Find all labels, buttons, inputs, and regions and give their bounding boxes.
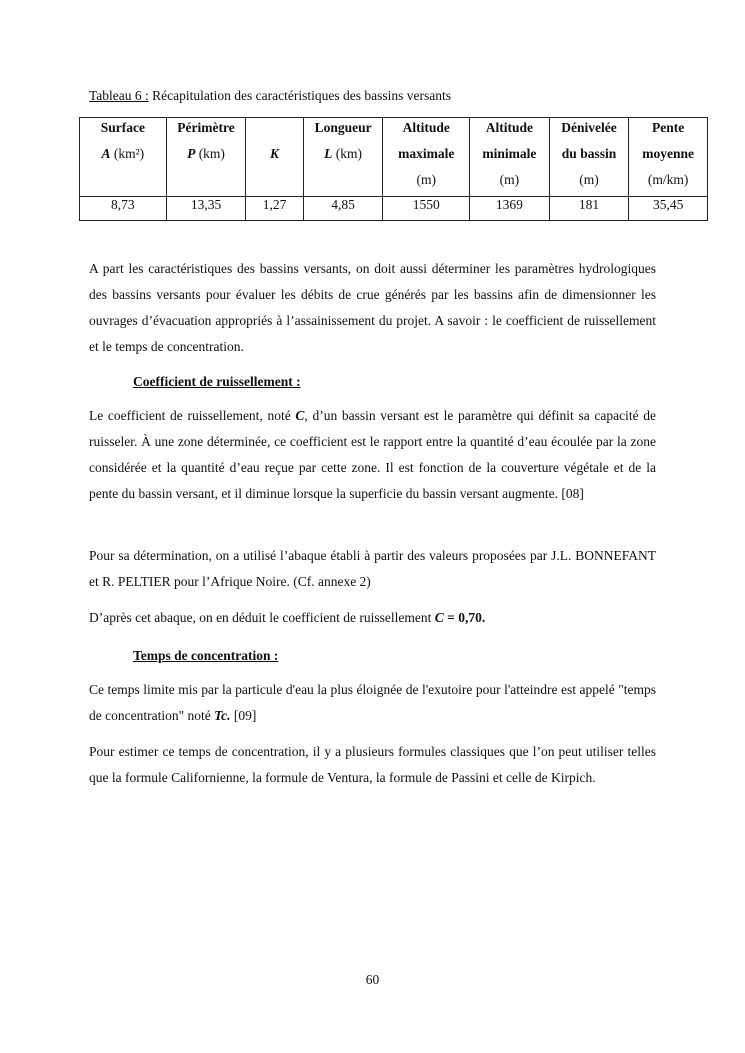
table-caption-label: Tableau 6 : xyxy=(89,88,149,103)
header-surface xyxy=(80,118,167,197)
p2-symbol: C xyxy=(295,408,305,423)
header-perimeter xyxy=(166,118,246,197)
cell-alt-min: 1369 xyxy=(470,197,550,221)
paragraph-formulas: Pour estimer ce temps de concentration, il y a plusieurs formules classiques que l’on peut utiliser telles que la formule Californienne, la formule de Ventura, la formule de Passini et celle de Kirpich. xyxy=(89,744,656,785)
cell-alt-max: 1550 xyxy=(383,197,470,221)
header-alt-max-l1: Altitude xyxy=(402,120,450,135)
header-pente-l2: moyenne xyxy=(642,146,695,161)
table-caption xyxy=(89,88,451,104)
header-perimeter-title: Périmètre xyxy=(177,120,235,135)
header-denivelee-l2: du bassin xyxy=(561,146,617,161)
header-length xyxy=(303,118,383,197)
header-surface-unit: (km²) xyxy=(110,146,145,161)
header-length-symbol: L xyxy=(324,146,333,161)
cell-perimeter: 13,35 xyxy=(166,197,246,221)
p2-text-b: , d’un bassin versant est le paramètre qui définit sa capacité de ruisseler. À une zone déterminée, ce coefficient est le rapport entre la quantité d’eau écoulée par la zone considérée et la quantité d’eau reçue par cette zone. Il est fonction de la couverture végétale et de la pente du bassin versant, et il diminue lorsque la superficie du bassin versant augmente. [08] xyxy=(89,408,656,501)
header-k xyxy=(246,118,303,197)
p4-value: = 0,70. xyxy=(443,610,486,625)
header-pente xyxy=(629,118,708,197)
p2-text-a: Le coefficient de ruissellement, noté xyxy=(89,408,296,423)
paragraph-runoff-definition xyxy=(89,403,656,507)
p5-symbol: Tc. xyxy=(214,708,231,723)
header-denivelee-unit: (m) xyxy=(579,172,599,187)
p5-text-a: Ce temps limite mis par la particule d'eau la plus éloignée de l'exutoire pour l'atteindre est appelé "temps de concentration" noté xyxy=(89,682,656,723)
cell-length: 4,85 xyxy=(303,197,383,221)
heading-concentration-time: Temps de concentration : xyxy=(133,648,279,663)
header-alt-min-l2: minimale xyxy=(482,146,537,161)
paragraph-coefficient-result xyxy=(89,605,656,631)
header-denivelee-l1: Dénivelée xyxy=(561,120,617,135)
header-pente-unit: (m/km) xyxy=(647,172,689,187)
header-pente-l1: Pente xyxy=(652,120,685,135)
table-row xyxy=(80,197,708,221)
cell-pente: 35,45 xyxy=(629,197,708,221)
header-length-title: Longueur xyxy=(314,120,372,135)
paragraph-determination: Pour sa détermination, on a utilisé l’abaque établi à partir des valeurs proposées par J.L. BONNEFANT et R. PELTIER pour l’Afrique Noire. (Cf. annexe 2) xyxy=(89,548,656,589)
p5-text-b: [09] xyxy=(230,708,257,723)
header-alt-max-l2: maximale xyxy=(398,146,455,161)
header-perimeter-unit: (km) xyxy=(195,146,225,161)
header-perimeter-symbol: P xyxy=(187,146,196,161)
cell-surface: 8,73 xyxy=(80,197,167,221)
header-surface-title: Surface xyxy=(100,120,145,135)
cell-k: 1,27 xyxy=(246,197,303,221)
table-header-row xyxy=(80,118,708,197)
p4-symbol: C xyxy=(434,610,444,625)
watershed-table xyxy=(79,117,708,221)
header-alt-max-unit: (m) xyxy=(416,172,436,187)
header-alt-max xyxy=(383,118,470,197)
header-alt-min xyxy=(470,118,550,197)
header-alt-min-unit: (m) xyxy=(499,172,520,187)
header-surface-symbol: A xyxy=(101,146,111,161)
header-alt-min-l1: Altitude xyxy=(485,120,534,135)
page-number: 60 xyxy=(365,972,380,987)
cell-denivelee: 181 xyxy=(549,197,629,221)
table-caption-text: Récapitulation des caractéristiques des bassins versants xyxy=(148,88,451,103)
header-k-symbol: K xyxy=(270,146,280,161)
heading-runoff-coefficient: Coefficient de ruissellement : xyxy=(133,374,301,389)
header-length-unit: (km) xyxy=(332,146,363,161)
header-denivelee xyxy=(549,118,629,197)
p4-text: D’après cet abaque, on en déduit le coefficient de ruissellement xyxy=(89,610,435,625)
paragraph-concentration-definition xyxy=(89,677,656,729)
paragraph-intro: A part les caractéristiques des bassins versants, on doit aussi déterminer les paramètres hydrologiques des bassins versants pour évaluer les débits de crue générés par les bassins afin de dimensionner les ouvrages d’évacuation appropriés à l’assainissement du projet. A savoir : le coefficient de ruissellement et le temps de concentration. xyxy=(89,261,656,354)
